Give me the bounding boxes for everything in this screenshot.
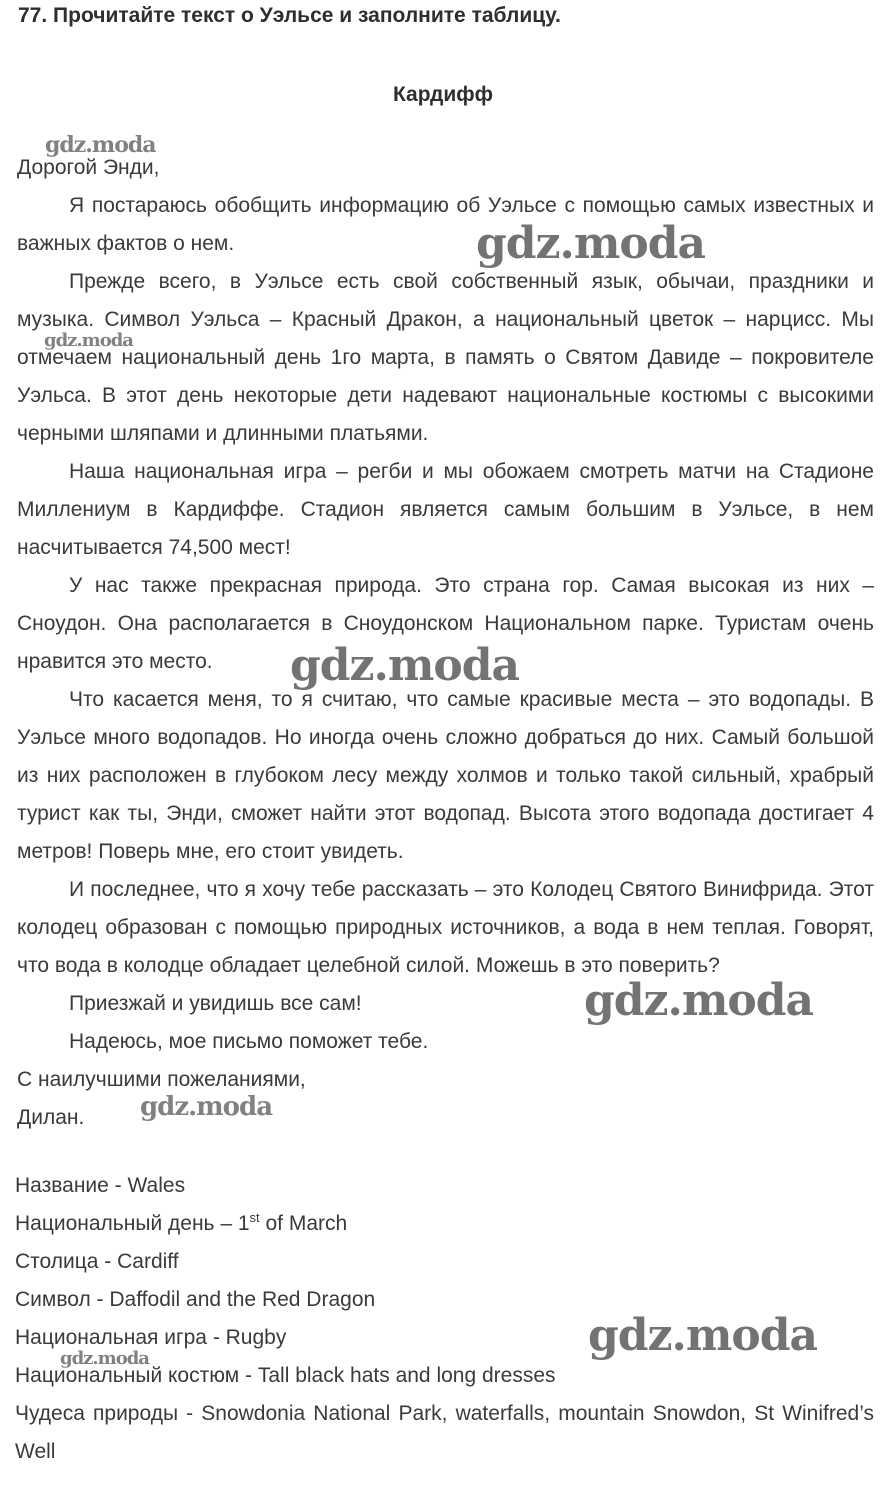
letter-paragraph: Я постараюсь обобщить информацию об Уэльсе с помощью самых известных и важных фактов о нем. <box>17 194 874 255</box>
fact-national-day-suffix: of March <box>259 1212 348 1235</box>
watermark: gdz.moda <box>588 1310 818 1361</box>
letter-paragraph: Что касается меня, то я считаю, что самые красивые места – это водопады. В Уэльсе много водопадов. Но иногда очень сложно добраться до них. Самый большой из них расположен в глубоком лесу между холмов и только такой сильный, храбрый турист как ты, Энди, сможет найти этот водопад. Высота этого водопада достигает 4 метров! Поверь мне, его стоит увидеть. <box>17 688 874 863</box>
watermark: gdz.moda <box>45 132 156 158</box>
fact-national-day-sup: st <box>249 1210 260 1225</box>
fact-symbol: Символ - Daffodil and the Red Dragon <box>15 1288 376 1311</box>
task-heading: 77. Прочитайте текст о Уэльсе и заполните таблицу. <box>18 4 561 27</box>
watermark: gdz.moda <box>60 1348 149 1369</box>
fact-name: Название - Wales <box>15 1174 186 1197</box>
fact-wonders: Чудеса природы - Snowdonia National Park, waterfalls, mountain Snowdon, St Winifred’s Well <box>15 1402 874 1463</box>
letter-paragraph: Наша национальная игра – регби и мы обожаем смотреть матчи на Стадионе Миллениум в Кардиффе. Стадион является самым большим в Уэльсе, в нем насчитывается 74,500 мест! <box>17 460 874 559</box>
letter-paragraph: Прежде всего, в Уэльсе есть свой собственный язык, обычаи, праздники и музыка. Символ Уэльса – Красный Дракон, а национальный цветок – нарцисс. Мы отмечаем национальный день 1го марта, в память о Святом Давиде – покровителе Уэльса. В этот день некоторые дети надевают национальные костюмы с высокими черными шляпами и длинными платьями. <box>17 270 874 445</box>
letter-signature: Дилан. <box>17 1106 85 1129</box>
fact-national-day <box>15 1205 874 1243</box>
facts-table <box>15 1167 874 1471</box>
document-title: Кардифф <box>392 83 494 106</box>
fact-costume: Национальный костюм - Tall black hats and long dresses <box>15 1364 556 1387</box>
letter-paragraph: Надеюсь, мое письмо поможет тебе. <box>69 1030 429 1053</box>
watermark: gdz.moda <box>290 640 520 691</box>
watermark: gdz.moda <box>584 975 814 1026</box>
letter-closing: С наилучшими пожеланиями, <box>17 1068 306 1091</box>
letter-paragraph: У нас также прекрасная природа. Это страна гор. Самая высокая из них – Сноудон. Она располагается в Сноудонском Национальном парке. Туристам очень нравится это место. <box>17 574 874 673</box>
watermark: gdz.moda <box>44 330 133 351</box>
fact-national-day-prefix: Национальный день – 1 <box>15 1212 250 1235</box>
letter-paragraph: Приезжай и увидишь все сам! <box>69 992 362 1015</box>
letter-body <box>17 149 874 1137</box>
letter-paragraph: И последнее, что я хочу тебе рассказать – это Колодец Святого Винифрида. Этот колодец образован с помощью природных источников, а вода в нем теплая. Говорят, что вода в колодце обладает целебной силой. Можешь в это поверить? <box>17 878 874 977</box>
fact-capital: Столица - Cardiff <box>15 1250 179 1273</box>
letter-salutation: Дорогой Энди, <box>17 156 160 179</box>
fact-game: Национальная игра - Rugby <box>15 1326 287 1349</box>
watermark: gdz.moda <box>476 218 706 269</box>
watermark: gdz.moda <box>140 1092 273 1122</box>
